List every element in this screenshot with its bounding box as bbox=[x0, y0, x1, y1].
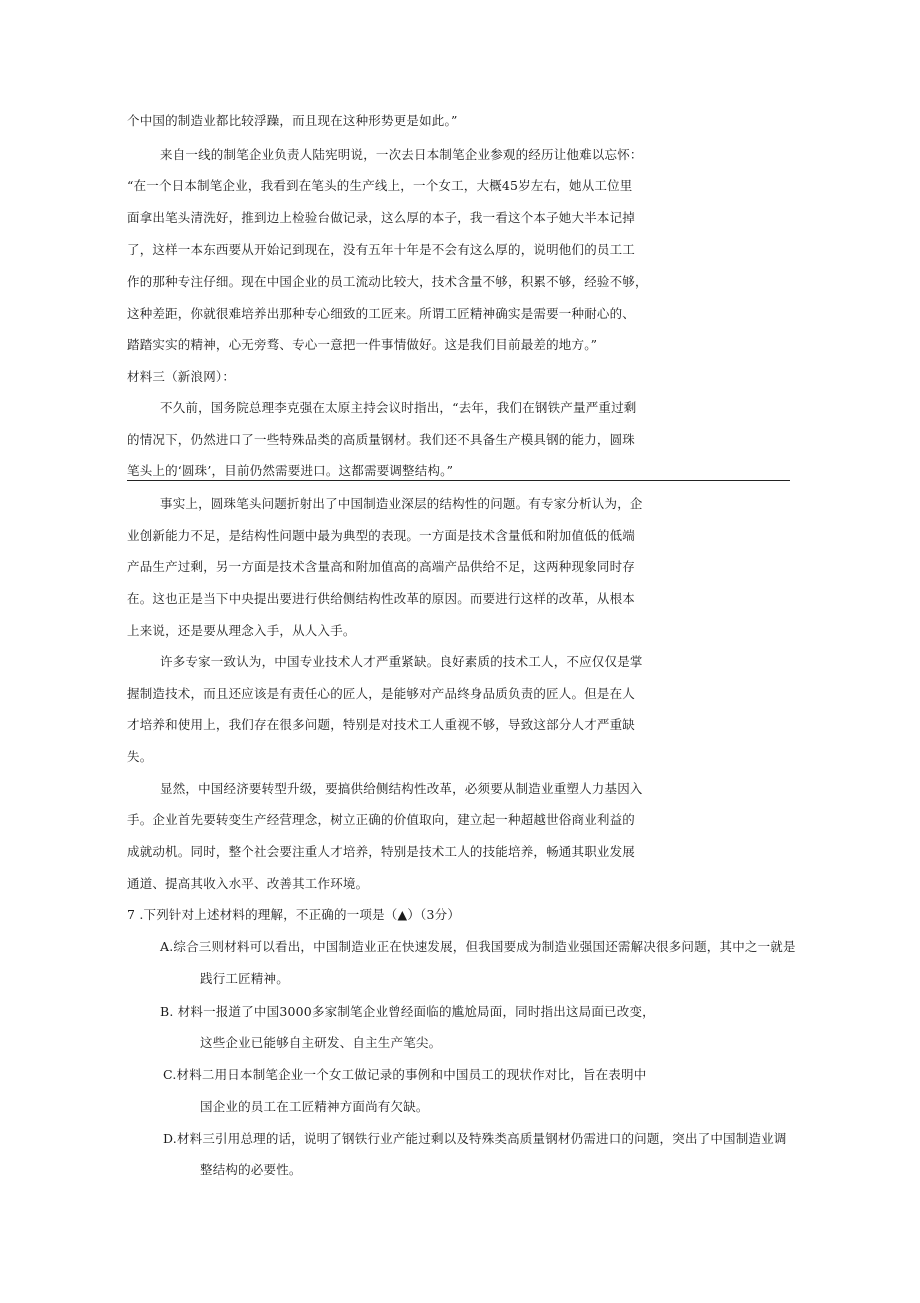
paragraph-line: 握制造技术，而且还应该是有责任心的匠人，是能够对产品终身品质负责的匠人。但是在人 bbox=[127, 686, 636, 701]
paragraph-line: 手。企业首先要转变生产经营理念，树立正确的价值取向，建立起一种超越世俗商业利益的 bbox=[127, 812, 636, 827]
option-line: C.材料二用日本制笔企业一个女工做记录的事例和中国员工的现状作对比，旨在表明中 bbox=[163, 1067, 647, 1082]
paragraph-line: 不久前，国务院总理李克强在太原主持会议时指出，“去年，我们在钢铁产量严重过剩 bbox=[160, 400, 637, 415]
paragraph-line: 成就动机。同时，整个社会要注重人才培养，特别是技术工人的技能培养，畅通其职业发展 bbox=[127, 844, 636, 859]
paragraph-line: 上来说，还是要从理念入手，从人入手。 bbox=[127, 623, 356, 638]
paragraph-line: “在一个日本制笔企业，我看到在笔头的生产线上，一个女工，大概45岁左右，她从工位里 bbox=[127, 178, 633, 193]
paragraph-line: 产品生产过剩，另一方面是技术含量高和附加值高的高端产品供给不足，这两种现象同时存 bbox=[127, 559, 636, 574]
paragraph-line: 许多专家一致认为，中国专业技术人才严重紧缺。良好素质的技术工人，不应仅仅是掌 bbox=[160, 654, 643, 669]
paragraph-line: 在。这也正是当下中央提出要进行供给侧结构性改革的原因。而要进行这样的改革，从根本 bbox=[127, 591, 636, 606]
paragraph-line: 踏踏实实的精神，心无旁骛、专心一意把一件事情做好。这是我们目前最差的地方。” bbox=[127, 337, 598, 352]
option-line: 践行工匠精神。 bbox=[200, 971, 289, 986]
paragraph-line: 显然，中国经济要转型升级，要搞供给侧结构性改革，必须要从制造业重塑人力基因入 bbox=[160, 781, 643, 796]
paragraph-line: 笔头上的‘圆珠’，目前仍然需要进口。这都需要调整结构。” bbox=[127, 463, 454, 478]
continuation-line: 个中国的制造业都比较浮躁，而且现在这种形势更是如此。” bbox=[127, 113, 458, 128]
paragraph-line: 了，这样一本东西要从开始记到现在，没有五年十年是不会有这么厚的，说明他们的员工工 bbox=[127, 242, 636, 257]
paragraph-line: 事实上，圆珠笔头问题折射出了中国制造业深层的结构性的问题。有专家分析认为，企 bbox=[160, 496, 643, 511]
paragraph-line: 失。 bbox=[127, 749, 153, 764]
paragraph-line: 业创新能力不足，是结构性问题中最为典型的表现。一方面是技术含量低和附加值低的低端 bbox=[127, 528, 636, 543]
option-line: 这些企业已能够自主研发、自主生产笔尖。 bbox=[200, 1035, 442, 1050]
option-line: 国企业的员工在工匠精神方面尚有欠缺。 bbox=[200, 1099, 429, 1114]
paragraph-line: 这种差距，你就很难培养出那种专心细致的工匠来。所谓工匠精神确实是需要一种耐心的、 bbox=[127, 306, 636, 321]
horizontal-divider bbox=[127, 480, 790, 481]
paragraph-line: 面拿出笔头清洗好，推到边上检验台做记录，这么厚的本子，我一看这个本子她大半本记掉 bbox=[127, 210, 636, 225]
option-line: A.综合三则材料可以看出，中国制造业正在快速发展，但我国要成为制造业强国还需解决很多问题，其中之一就是 bbox=[160, 939, 796, 954]
paragraph-line: 的情况下，仍然进口了一些特殊品类的高质量钢材。我们还不具备生产模具钢的能力，圆珠 bbox=[127, 432, 636, 447]
question-seven-stem: 7 .下列针对上述材料的理解，不正确的一项是（▲）（3分） bbox=[127, 907, 461, 922]
paragraph-line: 作的那种专注仔细。现在中国企业的员工流动比较大，技术含量不够，积累不够，经验不够， bbox=[127, 274, 648, 289]
option-line: 整结构的必要性。 bbox=[200, 1162, 302, 1177]
option-line: B. 材料一报道了中国3000多家制笔企业曾经面临的尴尬局面，同时指出这局面已改变， bbox=[160, 1004, 655, 1019]
paragraph-line: 才培养和使用上，我们存在很多问题，特别是对技术工人重视不够，导致这部分人才严重缺 bbox=[127, 717, 636, 732]
option-line: D.材料三引用总理的话，说明了钢铁行业产能过剩以及特殊类高质量钢材仍需进口的问题，突出了中国制造业调 bbox=[163, 1131, 787, 1146]
material-three-heading: 材料三（新浪网）： bbox=[127, 369, 236, 384]
paragraph-line: 来自一线的制笔企业负责人陆宪明说，一次去日本制笔企业参观的经历让他难以忘怀： bbox=[160, 147, 643, 162]
paragraph-line: 通道、提高其收入水平、改善其工作环境。 bbox=[127, 876, 369, 891]
